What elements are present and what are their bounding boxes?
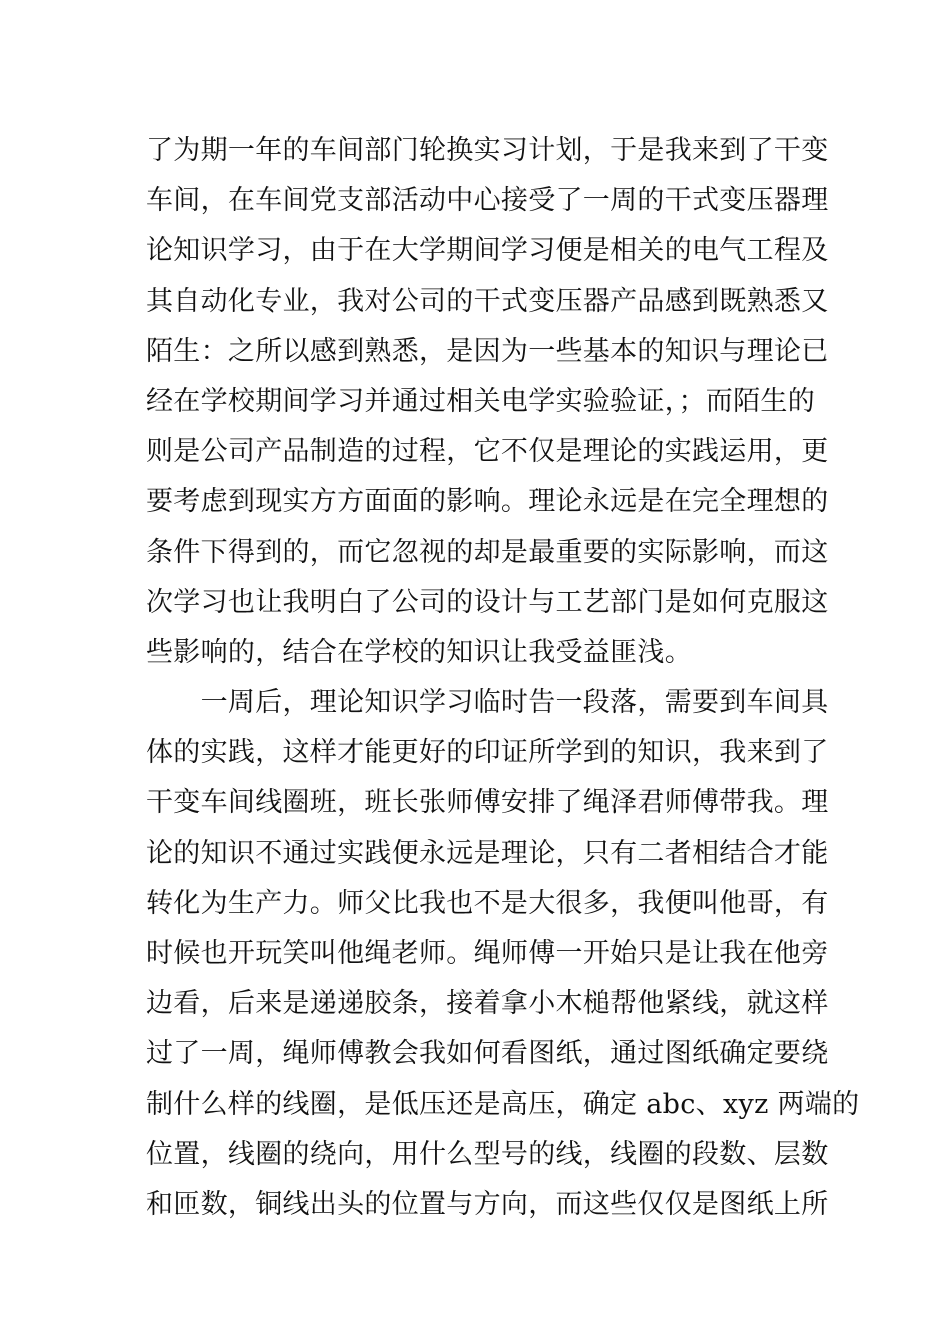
text-line: 边看，后来是递递胶条，接着拿小木槌帮他紧线，就这样 [146,988,829,1020]
text-line: 体的实践，这样才能更好的印证所学到的知识，我来到了 [146,737,829,769]
text-line: 了为期一年的车间部门轮换实习计划，于是我来到了干变 [146,135,829,166]
text-line: 陌生：之所以感到熟悉，是因为一些基本的知识与理论已 [146,335,829,367]
text-line: 干变车间线圈班，班长张师傅安排了绳泽君师傅带我。理 [146,787,829,819]
text-line: 次学习也让我明白了公司的设计与工艺部门是如何克服这 [146,586,829,618]
text-line: 条件下得到的，而它忽视的却是最重要的实际影响，而这 [146,536,829,568]
text-line: 时候也开玩笑叫他绳老师。绳师傅一开始只是让我在他旁 [146,938,829,969]
text-line: 制什么样的线圈，是低压还是高压，确定 abc、xyz 两端的 [146,1088,860,1120]
text-line: 一周后，理论知识学习临时告一段落，需要到车间具 [146,687,829,719]
text-line: 论知识学习，由于在大学期间学习便是相关的电气工程及 [146,235,829,267]
body-text [146,126,860,1230]
text-line: 其自动化专业，我对公司的干式变压器产品感到既熟悉又 [146,285,829,317]
text-line: 位置，线圈的绕向，用什么型号的线，线圈的段数、层数 [146,1138,829,1170]
text-line: 则是公司产品制造的过程，它不仅是理论的实践运用，更 [146,436,829,468]
text-line: 些影响的，结合在学校的知识让我受益匪浅。 [146,636,692,668]
text-line: 经在学校期间学习并通过相关电学实验验证，；而陌生的 [146,385,815,417]
text-line: 要考虑到现实方方面面的影响。理论永远是在完全理想的 [146,486,829,518]
text-line: 论的知识不通过实践便永远是理论，只有二者相结合才能 [146,837,829,869]
text-line: 转化为生产力。师父比我也不是大很多，我便叫他哥，有 [146,887,829,919]
text-line: 车间，在车间党支部活动中心接受了一周的干式变压器理 [146,185,829,217]
text-line: 过了一周，绳师傅教会我如何看图纸，通过图纸确定要绕 [146,1038,829,1070]
text-line: 和匝数，铜线出头的位置与方向，而这些仅仅是图纸上所 [146,1188,829,1220]
